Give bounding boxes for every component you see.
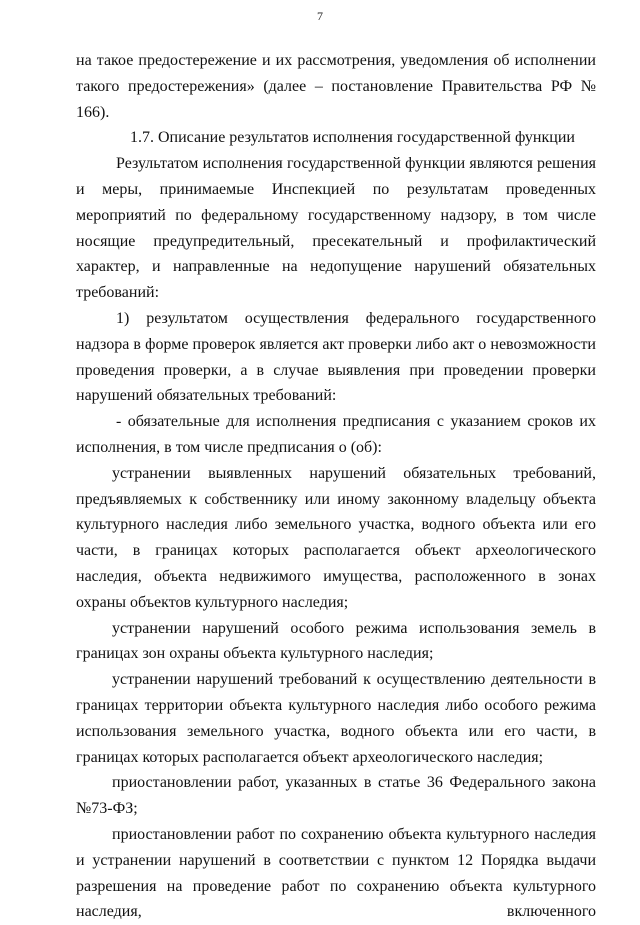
paragraph: на такое предостережение и их рассмотрения, уведомления об исполнении такого предостережения» (далее – постановление Правительства РФ № 166). — [76, 52, 596, 121]
list-item: приостановлении работ по сохранению объекта культурного наследия и устранении нарушений в соответствии с пунктом 12 Порядка выдачи разрешения на проведение работ по сохранению объекта культурного наследия, включенного — [76, 825, 596, 921]
list-item: приостановлении работ, указанных в статье 36 Федерального закона №73-ФЗ; — [76, 774, 596, 818]
list-item: устранении нарушений требований к осуществлению деятельности в границах территории объекта культурного наследия либо особого режима использования земельного участка, водного объекта или его части, в границах которых располагается объект археологического наследия; — [76, 671, 596, 766]
page-number: 7 — [317, 9, 323, 23]
paragraph: 1) результатом осуществления федерального государственного надзора в форме проверок является акт проверки либо акт о невозможности проведения проверки, а в случае выявления при проведении проверки нарушений обязательных требований: — [76, 309, 596, 405]
list-item: устранении нарушений особого режима использования земель в границах зон охраны объекта культурного наследия; — [76, 619, 596, 663]
list-item: устранении выявленных нарушений обязательных требований, предъявляемых к собственнику или иному законному владельцу объекта культурного наследия либо земельного участка, водного объекта или его части, в границах которых располагается объект археологического наследия, объекта недвижимого имущества, расположенного в зонах охраны объектов культурного наследия; — [76, 464, 596, 611]
paragraph: Результатом исполнения государственной функции являются решения и меры, принимаемые Инспекцией по результатам проведенных мероприятий по федеральному государственному надзору, в том числе носящие предупредительный, пресекательный и профилактический характер, и направленные на недопущение нарушений обязательных требований: — [76, 155, 596, 302]
document-body — [76, 48, 596, 925]
section-heading: 1.7. Описание результатов исполнения государственной функции — [130, 129, 575, 147]
paragraph: - обязательные для исполнения предписания с указанием сроков их исполнения, в том числе предписания о (об): — [76, 413, 596, 456]
